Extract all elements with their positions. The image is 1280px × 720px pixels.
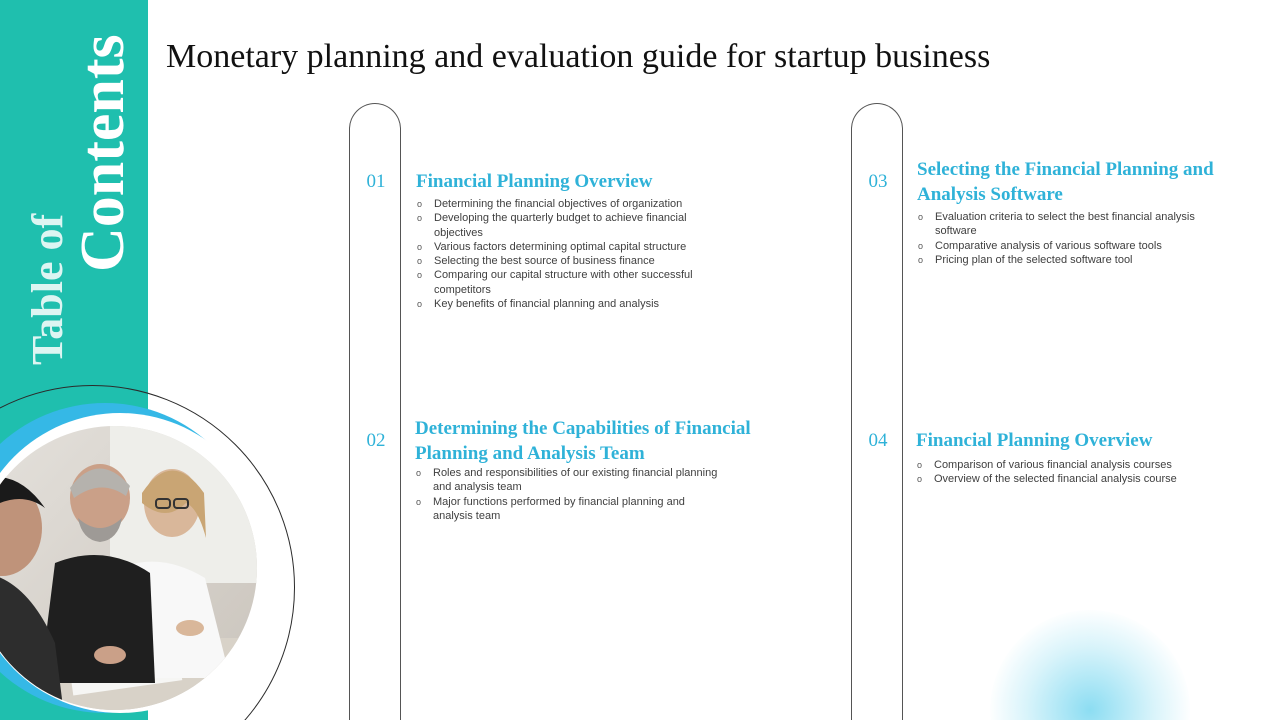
section-title-02[interactable]: Determining the Capabilities of Financial Planning and Analysis Team xyxy=(415,418,751,464)
meeting-photo xyxy=(0,393,260,720)
list-item: o Roles and responsibilities of our existing financial planning and analysis team xyxy=(416,467,718,494)
list-item: o Various factors determining optimal capital structure xyxy=(417,240,687,253)
section-number-02: 02 xyxy=(366,430,386,451)
timeline-pill-right xyxy=(851,103,903,720)
list-item: o Comparative analysis of various software tools xyxy=(918,239,1162,252)
section-title-03[interactable]: Selecting the Financial Planning and Analysis Software xyxy=(917,159,1214,205)
section-list-02 xyxy=(415,466,725,523)
section-title-01[interactable]: Financial Planning Overview xyxy=(416,171,653,192)
section-number-03: 03 xyxy=(868,171,888,192)
list-item: o Major functions performed by financial planning and analysis team xyxy=(416,495,685,522)
list-item: o Determining the financial objectives of organization xyxy=(417,198,683,210)
bullet-circle-icon: o xyxy=(417,256,423,267)
list-item: o Developing the quarterly budget to achieve financial objectives xyxy=(417,212,687,239)
toc-heading-line2: Contents xyxy=(69,34,137,272)
bullet-circle-icon: o xyxy=(416,496,422,507)
bullet-circle-icon: o xyxy=(417,213,423,224)
timeline-pill-left xyxy=(349,103,401,720)
section-list-03 xyxy=(917,210,1207,267)
list-item: o Pricing plan of the selected software tool xyxy=(918,253,1133,266)
list-item: o Evaluation criteria to select the best financial analysis software xyxy=(918,211,1195,238)
page-title: Monetary planning and evaluation guide for startup business xyxy=(166,38,991,75)
bullet-circle-icon: o xyxy=(417,199,423,209)
toc-heading xyxy=(0,0,148,400)
section-list-01 xyxy=(416,197,716,311)
decorative-glow xyxy=(990,610,1190,720)
section-number-04: 04 xyxy=(868,430,888,451)
section-list-04 xyxy=(916,458,1226,487)
list-item: o Selecting the best source of business finance xyxy=(417,255,655,268)
bullet-circle-icon: o xyxy=(917,474,923,485)
list-item: o Key benefits of financial planning and analysis xyxy=(417,298,660,311)
bullet-circle-icon: o xyxy=(417,299,423,310)
list-item: o Comparison of various financial analysis courses xyxy=(917,459,1172,471)
section-title-04[interactable]: Financial Planning Overview xyxy=(916,430,1153,451)
toc-heading-line1: Table of xyxy=(23,213,72,365)
section-number-01: 01 xyxy=(366,171,386,192)
list-item: o Comparing our capital structure with other successful competitors xyxy=(417,269,693,296)
bullet-circle-icon: o xyxy=(416,468,422,478)
bullet-circle-icon: o xyxy=(918,254,924,265)
bullet-circle-icon: o xyxy=(417,241,423,252)
bullet-circle-icon: o xyxy=(918,212,924,222)
list-item: o Overview of the selected financial analysis course xyxy=(917,473,1177,486)
meeting-photo-illustration xyxy=(0,393,260,720)
bullet-circle-icon: o xyxy=(417,270,423,281)
bullet-circle-icon: o xyxy=(918,240,924,251)
bullet-circle-icon: o xyxy=(917,460,923,470)
